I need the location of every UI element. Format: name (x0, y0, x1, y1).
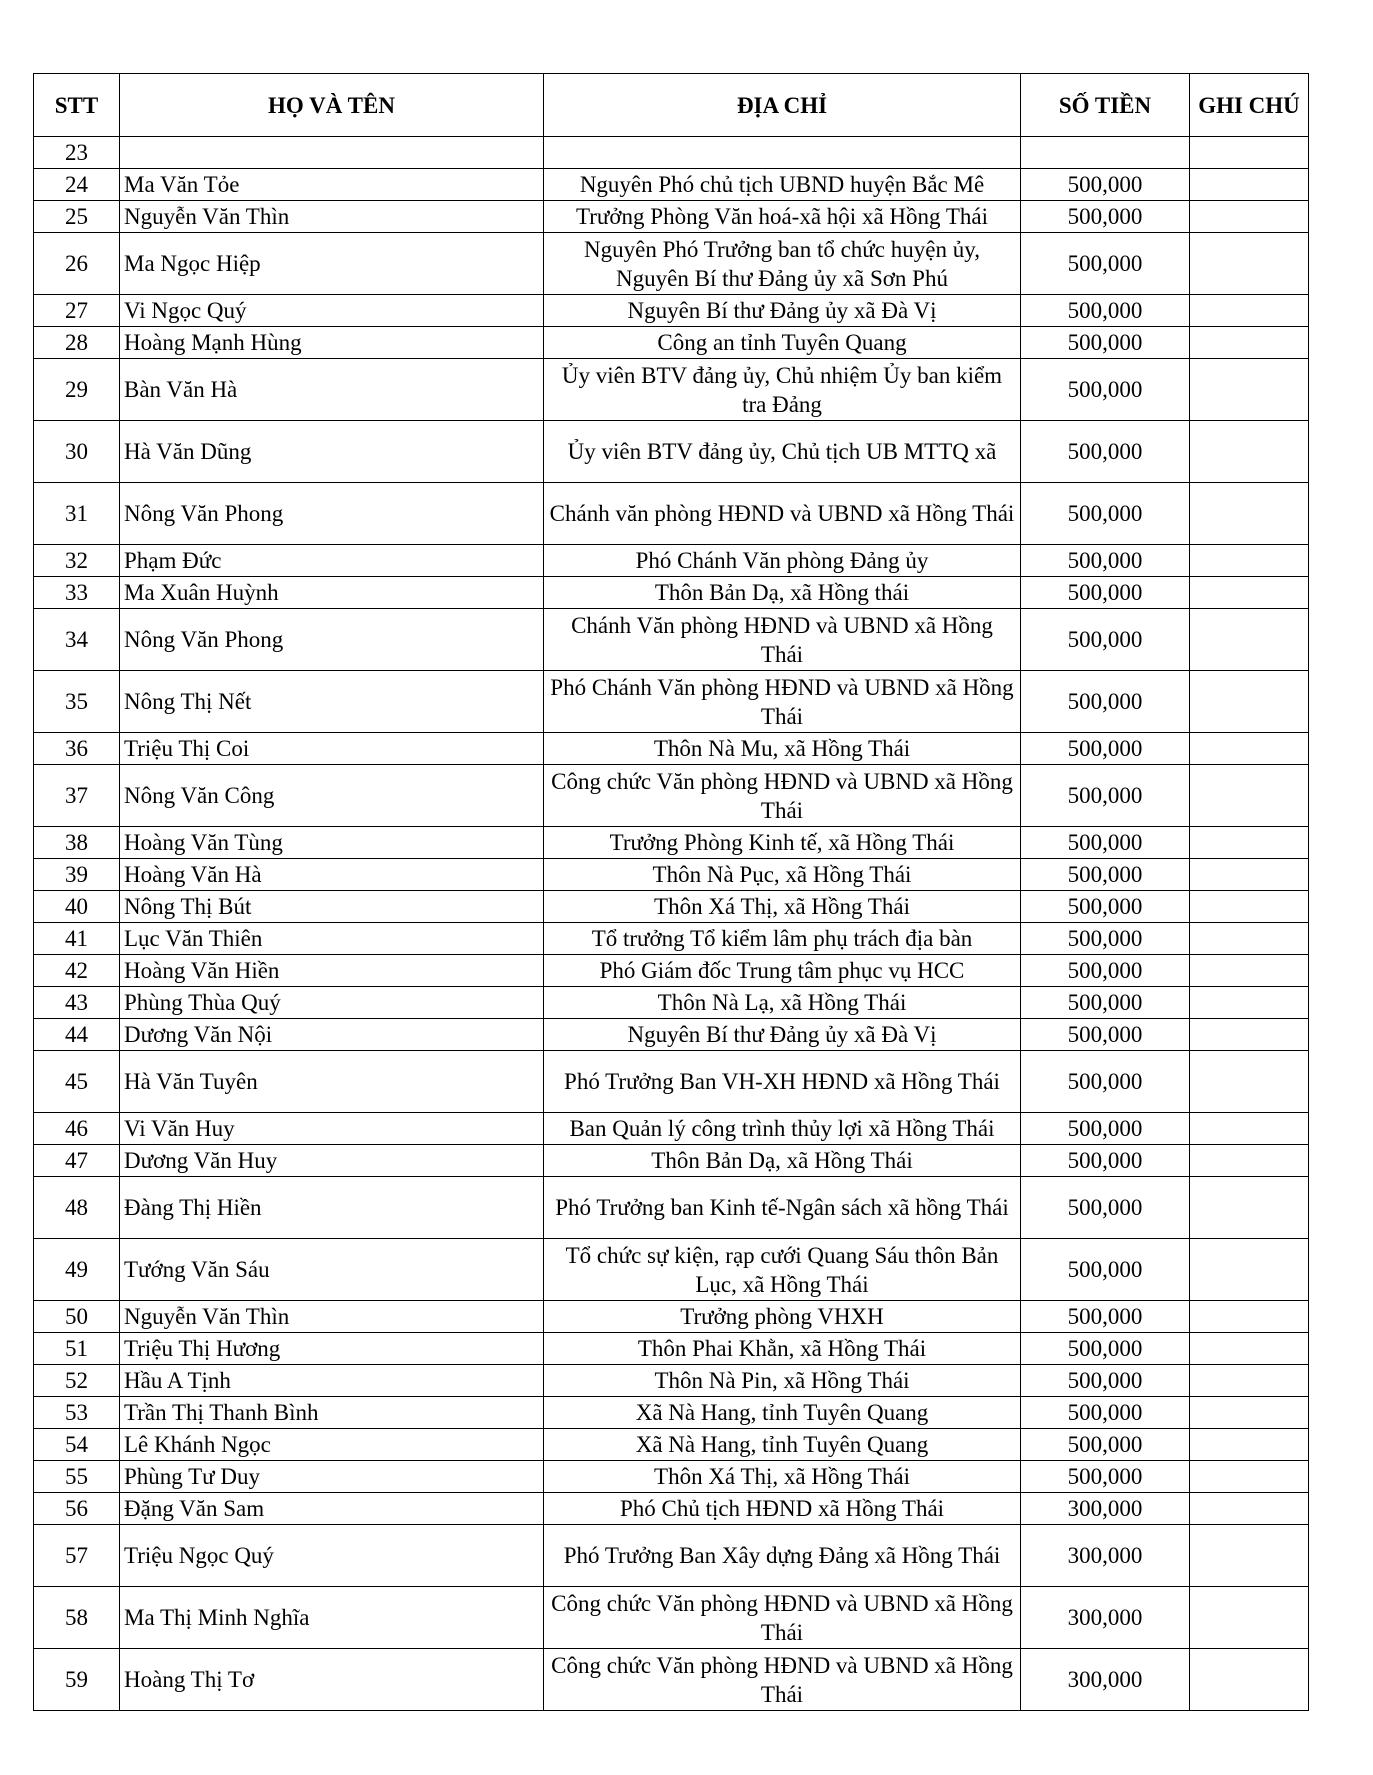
address-cell: Thôn Nà Pục, xã Hồng Thái (544, 859, 1021, 891)
address-cell: Ban Quản lý công trình thủy lợi xã Hồng Thái (544, 1113, 1021, 1145)
name-cell: Hà Văn Tuyên (120, 1051, 544, 1113)
amount-cell: 500,000 (1021, 327, 1190, 359)
name-cell: Lục Văn Thiên (120, 923, 544, 955)
address-cell: Nguyên Phó Trưởng ban tổ chức huyện ủy, Nguyên Bí thư Đảng ủy xã Sơn Phú (544, 233, 1021, 295)
address-cell: Phó Giám đốc Trung tâm phục vụ HCC (544, 955, 1021, 987)
table-row (34, 859, 1309, 891)
address-cell: Phó Trưởng Ban VH-XH HĐND xã Hồng Thái (544, 1051, 1021, 1113)
address-cell: Phó Trưởng Ban Xây dựng Đảng xã Hồng Thái (544, 1525, 1021, 1587)
address-cell: Thôn Phai Khằn, xã Hồng Thái (544, 1333, 1021, 1365)
table-row (34, 1649, 1309, 1711)
note-cell (1190, 1333, 1309, 1365)
note-cell (1190, 733, 1309, 765)
amount-cell: 500,000 (1021, 955, 1190, 987)
address-cell: Thôn Nà Pin, xã Hồng Thái (544, 1365, 1021, 1397)
table-row (34, 1461, 1309, 1493)
address-cell: Trưởng Phòng Văn hoá-xã hội xã Hồng Thái (544, 201, 1021, 233)
stt-cell: 52 (34, 1365, 120, 1397)
amount-cell: 500,000 (1021, 609, 1190, 671)
stt-cell: 30 (34, 421, 120, 483)
amount-cell: 500,000 (1021, 1301, 1190, 1333)
table-row (34, 765, 1309, 827)
address-cell: Nguyên Bí thư Đảng ủy xã Đà Vị (544, 295, 1021, 327)
stt-cell: 36 (34, 733, 120, 765)
amount-cell: 300,000 (1021, 1525, 1190, 1587)
stt-cell: 40 (34, 891, 120, 923)
name-cell: Hoàng Thị Tơ (120, 1649, 544, 1711)
amount-cell: 300,000 (1021, 1493, 1190, 1525)
table-row (34, 327, 1309, 359)
stt-cell: 31 (34, 483, 120, 545)
address-cell: Công an tỉnh Tuyên Quang (544, 327, 1021, 359)
table-row (34, 1019, 1309, 1051)
stt-cell: 29 (34, 359, 120, 421)
stt-cell: 43 (34, 987, 120, 1019)
table-row (34, 891, 1309, 923)
header-amount: SỐ TIỀN (1021, 74, 1190, 137)
name-cell: Nguyễn Văn Thìn (120, 201, 544, 233)
name-cell: Vi Ngọc Quý (120, 295, 544, 327)
amount-cell: 500,000 (1021, 1051, 1190, 1113)
stt-cell: 42 (34, 955, 120, 987)
stt-cell: 59 (34, 1649, 120, 1711)
stt-cell: 39 (34, 859, 120, 891)
table-row (34, 137, 1309, 169)
name-cell: Đàng Thị Hiền (120, 1177, 544, 1239)
note-cell (1190, 1145, 1309, 1177)
note-cell (1190, 359, 1309, 421)
table-row (34, 733, 1309, 765)
stt-cell: 24 (34, 169, 120, 201)
name-cell: Tướng Văn Sáu (120, 1239, 544, 1301)
address-cell: Ủy viên BTV đảng ủy, Chủ nhiệm Ủy ban kiểm tra Đảng (544, 359, 1021, 421)
table-row (34, 1177, 1309, 1239)
stt-cell: 44 (34, 1019, 120, 1051)
amount-cell: 500,000 (1021, 733, 1190, 765)
stt-cell: 56 (34, 1493, 120, 1525)
name-cell: Vi Văn Huy (120, 1113, 544, 1145)
amount-cell: 500,000 (1021, 987, 1190, 1019)
table-row (34, 609, 1309, 671)
stt-cell: 46 (34, 1113, 120, 1145)
table-row (34, 295, 1309, 327)
name-cell: Trần Thị Thanh Bình (120, 1397, 544, 1429)
amount-cell: 500,000 (1021, 577, 1190, 609)
address-cell: Xã Nà Hang, tỉnh Tuyên Quang (544, 1429, 1021, 1461)
name-cell: Triệu Thị Coi (120, 733, 544, 765)
stt-cell: 27 (34, 295, 120, 327)
stt-cell: 57 (34, 1525, 120, 1587)
stt-cell: 53 (34, 1397, 120, 1429)
amount-cell: 500,000 (1021, 1429, 1190, 1461)
amount-cell: 500,000 (1021, 923, 1190, 955)
note-cell (1190, 1113, 1309, 1145)
name-cell: Đặng Văn Sam (120, 1493, 544, 1525)
amount-cell: 500,000 (1021, 201, 1190, 233)
amount-cell: 500,000 (1021, 169, 1190, 201)
note-cell (1190, 1461, 1309, 1493)
name-cell: Lê Khánh Ngọc (120, 1429, 544, 1461)
name-cell: Hoàng Văn Hà (120, 859, 544, 891)
address-cell: Thôn Xá Thị, xã Hồng Thái (544, 1461, 1021, 1493)
name-cell: Dương Văn Nội (120, 1019, 544, 1051)
table-row (34, 359, 1309, 421)
amount-cell (1021, 137, 1190, 169)
note-cell (1190, 1239, 1309, 1301)
address-cell: Công chức Văn phòng HĐND và UBND xã Hồng Thái (544, 1587, 1021, 1649)
note-cell (1190, 671, 1309, 733)
table-row (34, 827, 1309, 859)
amount-cell: 500,000 (1021, 1461, 1190, 1493)
stt-cell: 23 (34, 137, 120, 169)
donation-table (33, 73, 1309, 1711)
address-cell: Chánh Văn phòng HĐND và UBND xã Hồng Thái (544, 609, 1021, 671)
stt-cell: 34 (34, 609, 120, 671)
name-cell: Phùng Thùa Quý (120, 987, 544, 1019)
note-cell (1190, 545, 1309, 577)
address-cell: Thôn Bản Dạ, xã Hồng Thái (544, 1145, 1021, 1177)
name-cell: Bàn Văn Hà (120, 359, 544, 421)
name-cell: Nông Văn Phong (120, 609, 544, 671)
amount-cell: 500,000 (1021, 1113, 1190, 1145)
amount-cell: 500,000 (1021, 1177, 1190, 1239)
amount-cell: 500,000 (1021, 545, 1190, 577)
note-cell (1190, 609, 1309, 671)
address-cell: Phó Chánh Văn phòng HĐND và UBND xã Hồng Thái (544, 671, 1021, 733)
stt-cell: 25 (34, 201, 120, 233)
stt-cell: 33 (34, 577, 120, 609)
address-cell (544, 137, 1021, 169)
amount-cell: 500,000 (1021, 1365, 1190, 1397)
header-stt: STT (34, 74, 120, 137)
note-cell (1190, 1493, 1309, 1525)
table-row (34, 1397, 1309, 1429)
note-cell (1190, 483, 1309, 545)
note-cell (1190, 201, 1309, 233)
name-cell: Nông Văn Công (120, 765, 544, 827)
table-row (34, 201, 1309, 233)
address-cell: Công chức Văn phòng HĐND và UBND xã Hồng Thái (544, 765, 1021, 827)
stt-cell: 41 (34, 923, 120, 955)
stt-cell: 50 (34, 1301, 120, 1333)
note-cell (1190, 1365, 1309, 1397)
note-cell (1190, 233, 1309, 295)
name-cell: Nông Thị Nết (120, 671, 544, 733)
stt-cell: 54 (34, 1429, 120, 1461)
name-cell: Ma Ngọc Hiệp (120, 233, 544, 295)
address-cell: Tổ trưởng Tổ kiểm lâm phụ trách địa bàn (544, 923, 1021, 955)
table-row (34, 1239, 1309, 1301)
note-cell (1190, 923, 1309, 955)
table-row (34, 1493, 1309, 1525)
name-cell: Ma Xuân Huỳnh (120, 577, 544, 609)
stt-cell: 45 (34, 1051, 120, 1113)
header-note: GHI CHÚ (1190, 74, 1309, 137)
stt-cell: 35 (34, 671, 120, 733)
name-cell: Hoàng Văn Hiền (120, 955, 544, 987)
note-cell (1190, 1019, 1309, 1051)
name-cell: Hoàng Văn Tùng (120, 827, 544, 859)
amount-cell: 500,000 (1021, 359, 1190, 421)
address-cell: Trưởng Phòng Kinh tế, xã Hồng Thái (544, 827, 1021, 859)
address-cell: Công chức Văn phòng HĐND và UBND xã Hồng Thái (544, 1649, 1021, 1711)
address-cell: Xã Nà Hang, tỉnh Tuyên Quang (544, 1397, 1021, 1429)
amount-cell: 500,000 (1021, 1397, 1190, 1429)
address-cell: Chánh văn phòng HĐND và UBND xã Hồng Thái (544, 483, 1021, 545)
address-cell: Phó Trưởng ban Kinh tế-Ngân sách xã hồng Thái (544, 1177, 1021, 1239)
address-cell: Thôn Nà Mu, xã Hồng Thái (544, 733, 1021, 765)
table-row (34, 1301, 1309, 1333)
stt-cell: 32 (34, 545, 120, 577)
name-cell (120, 137, 544, 169)
amount-cell: 500,000 (1021, 295, 1190, 327)
note-cell (1190, 1649, 1309, 1711)
amount-cell: 500,000 (1021, 1145, 1190, 1177)
table-row (34, 1145, 1309, 1177)
stt-cell: 58 (34, 1587, 120, 1649)
table-row (34, 1365, 1309, 1397)
stt-cell: 49 (34, 1239, 120, 1301)
address-cell: Trưởng phòng VHXH (544, 1301, 1021, 1333)
amount-cell: 500,000 (1021, 483, 1190, 545)
note-cell (1190, 955, 1309, 987)
note-cell (1190, 859, 1309, 891)
table-row (34, 1113, 1309, 1145)
name-cell: Triệu Thị Hương (120, 1333, 544, 1365)
table-row (34, 923, 1309, 955)
stt-cell: 47 (34, 1145, 120, 1177)
header-row (34, 74, 1309, 137)
amount-cell: 500,000 (1021, 765, 1190, 827)
note-cell (1190, 327, 1309, 359)
note-cell (1190, 169, 1309, 201)
amount-cell: 300,000 (1021, 1649, 1190, 1711)
note-cell (1190, 577, 1309, 609)
note-cell (1190, 1051, 1309, 1113)
name-cell: Hoàng Mạnh Hùng (120, 327, 544, 359)
note-cell (1190, 1301, 1309, 1333)
name-cell: Ma Văn Tỏe (120, 169, 544, 201)
name-cell: Nông Thị Bút (120, 891, 544, 923)
amount-cell: 500,000 (1021, 233, 1190, 295)
note-cell (1190, 421, 1309, 483)
note-cell (1190, 1177, 1309, 1239)
name-cell: Nông Văn Phong (120, 483, 544, 545)
header-address: ĐỊA CHỈ (544, 74, 1021, 137)
name-cell: Hà Văn Dũng (120, 421, 544, 483)
header-name: HỌ VÀ TÊN (120, 74, 544, 137)
amount-cell: 500,000 (1021, 671, 1190, 733)
table-row (34, 987, 1309, 1019)
stt-cell: 48 (34, 1177, 120, 1239)
name-cell: Dương Văn Huy (120, 1145, 544, 1177)
table-row (34, 545, 1309, 577)
table-row (34, 233, 1309, 295)
table-row (34, 671, 1309, 733)
table-row (34, 1333, 1309, 1365)
table-row (34, 421, 1309, 483)
amount-cell: 500,000 (1021, 1019, 1190, 1051)
address-cell: Phó Chánh Văn phòng Đảng ủy (544, 545, 1021, 577)
amount-cell: 500,000 (1021, 827, 1190, 859)
stt-cell: 28 (34, 327, 120, 359)
name-cell: Triệu Ngọc Quý (120, 1525, 544, 1587)
address-cell: Nguyên Bí thư Đảng ủy xã Đà Vị (544, 1019, 1021, 1051)
stt-cell: 51 (34, 1333, 120, 1365)
address-cell: Ủy viên BTV đảng ủy, Chủ tịch UB MTTQ xã (544, 421, 1021, 483)
note-cell (1190, 1429, 1309, 1461)
amount-cell: 500,000 (1021, 1239, 1190, 1301)
note-cell (1190, 137, 1309, 169)
amount-cell: 300,000 (1021, 1587, 1190, 1649)
note-cell (1190, 987, 1309, 1019)
amount-cell: 500,000 (1021, 859, 1190, 891)
amount-cell: 500,000 (1021, 891, 1190, 923)
stt-cell: 55 (34, 1461, 120, 1493)
name-cell: Phạm Đức (120, 545, 544, 577)
address-cell: Phó Chủ tịch HĐND xã Hồng Thái (544, 1493, 1021, 1525)
table-row (34, 483, 1309, 545)
note-cell (1190, 1587, 1309, 1649)
address-cell: Nguyên Phó chủ tịch UBND huyện Bắc Mê (544, 169, 1021, 201)
address-cell: Thôn Nà Lạ, xã Hồng Thái (544, 987, 1021, 1019)
name-cell: Nguyễn Văn Thìn (120, 1301, 544, 1333)
stt-cell: 38 (34, 827, 120, 859)
address-cell: Thôn Bản Dạ, xã Hồng thái (544, 577, 1021, 609)
note-cell (1190, 827, 1309, 859)
note-cell (1190, 295, 1309, 327)
stt-cell: 26 (34, 233, 120, 295)
amount-cell: 500,000 (1021, 421, 1190, 483)
name-cell: Phùng Tư Duy (120, 1461, 544, 1493)
note-cell (1190, 1525, 1309, 1587)
address-cell: Tổ chức sự kiện, rạp cưới Quang Sáu thôn Bản Lục, xã Hồng Thái (544, 1239, 1021, 1301)
table-row (34, 1429, 1309, 1461)
name-cell: Hầu A Tịnh (120, 1365, 544, 1397)
table-row (34, 169, 1309, 201)
amount-cell: 500,000 (1021, 1333, 1190, 1365)
table-row (34, 955, 1309, 987)
note-cell (1190, 1397, 1309, 1429)
table-row (34, 577, 1309, 609)
note-cell (1190, 765, 1309, 827)
note-cell (1190, 891, 1309, 923)
table-row (34, 1587, 1309, 1649)
stt-cell: 37 (34, 765, 120, 827)
table-row (34, 1525, 1309, 1587)
table-row (34, 1051, 1309, 1113)
name-cell: Ma Thị Minh Nghĩa (120, 1587, 544, 1649)
address-cell: Thôn Xá Thị, xã Hồng Thái (544, 891, 1021, 923)
